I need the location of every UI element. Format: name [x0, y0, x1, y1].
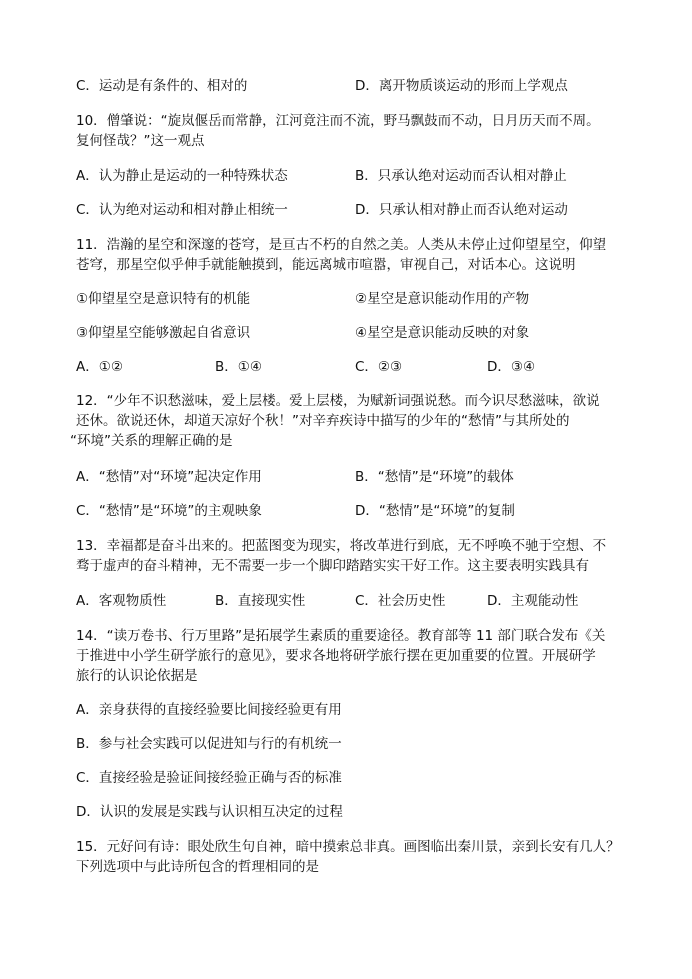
q12-stem-line-2: 还休。欲说还休，却道天凉好个秋！”对辛弃疾诗中描写的少年的“愁情”与其所处的	[76, 413, 570, 429]
q11-stem-line-2: 苍穹，那星空似乎伸手就能触摸到，能远离城市喧嚣，审视自己，对话本心。这说明	[76, 257, 576, 273]
q9-option-c: C．运动是有条件的、相对的	[76, 78, 248, 94]
q13-stem-line-2: 骛于虚声的奋斗精神，无不需要一步一个脚印踏踏实实干好工作。这主要表明实践具有	[76, 558, 589, 574]
q13-stem-line-1: 13．幸福都是奋斗出来的。把蓝图变为现实，将改革进行到底，无不呼唤不驰于空想、不	[76, 538, 607, 554]
q11-item-3: ③仰望星空能够激起自省意识	[76, 325, 251, 341]
q10-option-d: D．只承认相对静止而否认绝对运动	[355, 202, 568, 218]
q14-stem-line-3: 旅行的认识论依据是	[76, 668, 198, 684]
q10-option-a: A．认为静止是运动的一种特殊状态	[76, 168, 288, 184]
q12-option-a: A．“愁情”对“环境”起决定作用	[76, 469, 262, 485]
q11-option-a: A．①②	[76, 359, 123, 375]
q11-item-1: ①仰望星空是意识特有的机能	[76, 291, 251, 307]
q14-option-a: A．亲身获得的直接经验要比间接经验更有用	[76, 702, 342, 718]
q11-item-2: ②星空是意识能动作用的产物	[355, 291, 530, 307]
q12-stem-line-1: 12．“少年不识愁滋味，爱上层楼。爱上层楼，为赋新词强说愁。而今识尽愁滋味，欲说	[76, 393, 600, 409]
q14-stem-line-2: 于推进中小学生研学旅行的意见》，要求各地将研学旅行摆在更加重要的位置。开展研学	[76, 648, 596, 664]
q12-option-d: D．“愁情”是“环境”的复制	[355, 503, 515, 519]
q12-stem-line-3: “环境”关系的理解正确的是	[70, 433, 233, 449]
q11-option-c: C．②③	[355, 359, 403, 375]
q12-option-c: C．“愁情”是“环境”的主观映象	[76, 503, 262, 519]
q11-stem-line-1: 11．浩瀚的星空和深邃的苍穹，是亘古不朽的自然之美。人类从未停止过仰望星空，仰望	[76, 237, 607, 253]
q14-option-d: D．认识的发展是实践与认识相互决定的过程	[76, 804, 343, 820]
q14-option-b: B．参与社会实践可以促进知与行的有机统一	[76, 736, 342, 752]
q14-stem-line-1: 14．“读万卷书、行万里路”是拓展学生素质的重要途径。教育部等 11 部门联合发布《关	[76, 628, 606, 644]
q10-option-c: C．认为绝对运动和相对静止相统一	[76, 202, 288, 218]
q15-stem-line-1: 15．元好问有诗：眼处欣生句自神，暗中摸索总非真。画图临出秦川景，亲到长安有几人？	[76, 839, 620, 855]
q13-option-b: B．直接现实性	[215, 593, 306, 609]
q10-stem-line-1: 10．僧肇说：“旋岚偃岳而常静，江河竟注而不流，野马飘鼓而不动，日月历天而不周。	[76, 113, 600, 129]
q15-stem-line-2: 下列选项中与此诗所包含的哲理相同的是	[76, 859, 319, 875]
q12-option-b: B．“愁情”是“环境”的载体	[355, 469, 514, 485]
q9-option-d: D．离开物质谈运动的形而上学观点	[355, 78, 568, 94]
q10-option-b: B．只承认绝对运动而否认相对静止	[355, 168, 567, 184]
q13-option-c: C．社会历史性	[355, 593, 446, 609]
q13-option-a: A．客观物质性	[76, 593, 167, 609]
q14-option-c: C．直接经验是验证间接经验正确与否的标准	[76, 770, 342, 786]
q11-option-b: B．①④	[215, 359, 262, 375]
q11-item-4: ④星空是意识能动反映的对象	[355, 325, 530, 341]
q13-option-d: D．主观能动性	[487, 593, 579, 609]
q10-stem-line-2: 复何怪哉？”这一观点	[76, 133, 205, 149]
q11-option-d: D．③④	[487, 359, 536, 375]
